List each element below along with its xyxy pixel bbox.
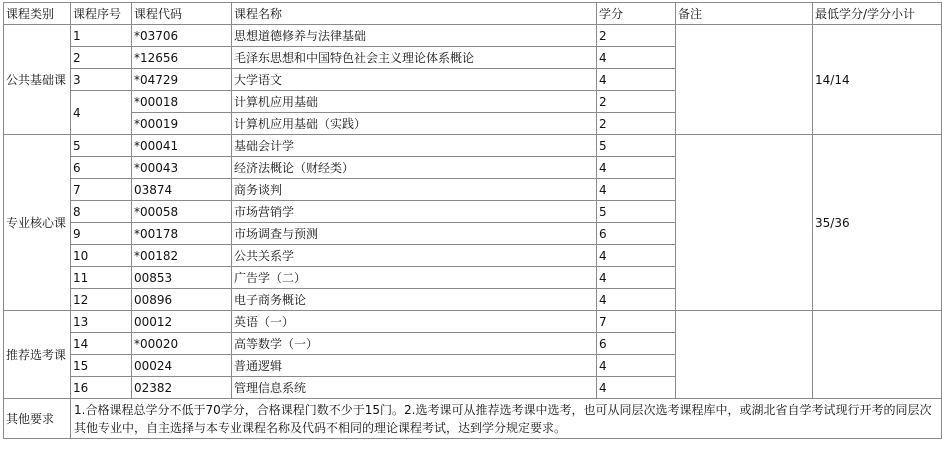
header-category: 课程类别 <box>4 3 71 25</box>
name-cell: 大学语文 <box>232 69 597 91</box>
code-cell: *00058 <box>132 201 232 223</box>
name-cell: 管理信息系统 <box>232 377 597 399</box>
credit-cell: 2 <box>597 25 676 47</box>
credit-cell: 4 <box>597 355 676 377</box>
name-cell: 毛泽东思想和中国特色社会主义理论体系概论 <box>232 47 597 69</box>
seq-cell: 9 <box>71 223 132 245</box>
header-seq: 课程序号 <box>71 3 132 25</box>
name-cell: 市场营销学 <box>232 201 597 223</box>
name-cell: 经济法概论（财经类） <box>232 157 597 179</box>
code-cell: *04729 <box>132 69 232 91</box>
seq-cell: 11 <box>71 267 132 289</box>
name-cell: 计算机应用基础（实践） <box>232 113 597 135</box>
table-row <box>4 25 942 47</box>
name-cell: 思想道德修养与法律基础 <box>232 25 597 47</box>
seq-cell: 4 <box>71 91 132 135</box>
category-cell: 公共基础课 <box>4 25 71 135</box>
credit-cell: 4 <box>597 377 676 399</box>
seq-cell: 16 <box>71 377 132 399</box>
credit-cell: 4 <box>597 179 676 201</box>
credit-cell: 4 <box>597 157 676 179</box>
name-cell: 广告学（二） <box>232 267 597 289</box>
credit-cell: 4 <box>597 267 676 289</box>
header-credit: 学分 <box>597 3 676 25</box>
header-remark: 备注 <box>676 3 813 25</box>
name-cell: 计算机应用基础 <box>232 91 597 113</box>
code-cell: *12656 <box>132 47 232 69</box>
credit-cell: 4 <box>597 69 676 91</box>
code-cell: 00853 <box>132 267 232 289</box>
header-name: 课程名称 <box>232 3 597 25</box>
name-cell: 市场调查与预测 <box>232 223 597 245</box>
seq-cell: 12 <box>71 289 132 311</box>
code-cell: *00018 <box>132 91 232 113</box>
credit-cell: 7 <box>597 311 676 333</box>
name-cell: 英语（一） <box>232 311 597 333</box>
code-cell: *00043 <box>132 157 232 179</box>
credit-cell: 4 <box>597 289 676 311</box>
credit-cell: 4 <box>597 245 676 267</box>
subtotal-cell: 35/36 <box>813 135 942 311</box>
seq-cell: 7 <box>71 179 132 201</box>
name-cell: 基础会计学 <box>232 135 597 157</box>
credit-cell: 2 <box>597 91 676 113</box>
code-cell: 00896 <box>132 289 232 311</box>
seq-cell: 5 <box>71 135 132 157</box>
credit-cell: 5 <box>597 201 676 223</box>
credit-cell: 6 <box>597 223 676 245</box>
code-cell: *00182 <box>132 245 232 267</box>
code-cell: *00020 <box>132 333 232 355</box>
other-requirements-label: 其他要求 <box>4 399 71 439</box>
name-cell: 普通逻辑 <box>232 355 597 377</box>
code-cell: 00012 <box>132 311 232 333</box>
seq-cell: 3 <box>71 69 132 91</box>
header-code: 课程代码 <box>132 3 232 25</box>
category-cell: 推荐选考课 <box>4 311 71 399</box>
header-row <box>4 3 942 25</box>
category-cell: 专业核心课 <box>4 135 71 311</box>
name-cell: 高等数学（一） <box>232 333 597 355</box>
seq-cell: 8 <box>71 201 132 223</box>
course-plan-table <box>3 2 942 439</box>
subtotal-cell: 14/14 <box>813 25 942 135</box>
credit-cell: 5 <box>597 135 676 157</box>
remark-cell <box>676 311 813 399</box>
credit-cell: 4 <box>597 47 676 69</box>
other-requirements-text: 1.合格课程总学分不低于70学分，合格课程门数不少于15门。2.选考课可从推荐选考课中选考，也可从同层次选考课程库中，或湖北省自学考试现行开考的同层次其他专业中，自主选择与本专业课程名称及代码不相同的理论课程考试，达到学分规定要求。 <box>71 399 942 439</box>
code-cell: *00041 <box>132 135 232 157</box>
credit-cell: 2 <box>597 113 676 135</box>
code-cell: *03706 <box>132 25 232 47</box>
code-cell: 02382 <box>132 377 232 399</box>
subtotal-cell <box>813 311 942 399</box>
seq-cell: 1 <box>71 25 132 47</box>
remark-cell <box>676 25 813 135</box>
code-cell: *00178 <box>132 223 232 245</box>
code-cell: *00019 <box>132 113 232 135</box>
table-row <box>4 311 942 333</box>
seq-cell: 6 <box>71 157 132 179</box>
other-requirements-row <box>4 399 942 439</box>
name-cell: 公共关系学 <box>232 245 597 267</box>
table-row <box>4 135 942 157</box>
code-cell: 03874 <box>132 179 232 201</box>
remark-cell <box>676 135 813 311</box>
name-cell: 电子商务概论 <box>232 289 597 311</box>
seq-cell: 13 <box>71 311 132 333</box>
code-cell: 00024 <box>132 355 232 377</box>
seq-cell: 14 <box>71 333 132 355</box>
name-cell: 商务谈判 <box>232 179 597 201</box>
header-subtotal: 最低学分/学分小计 <box>813 3 942 25</box>
seq-cell: 2 <box>71 47 132 69</box>
seq-cell: 10 <box>71 245 132 267</box>
seq-cell: 15 <box>71 355 132 377</box>
credit-cell: 6 <box>597 333 676 355</box>
